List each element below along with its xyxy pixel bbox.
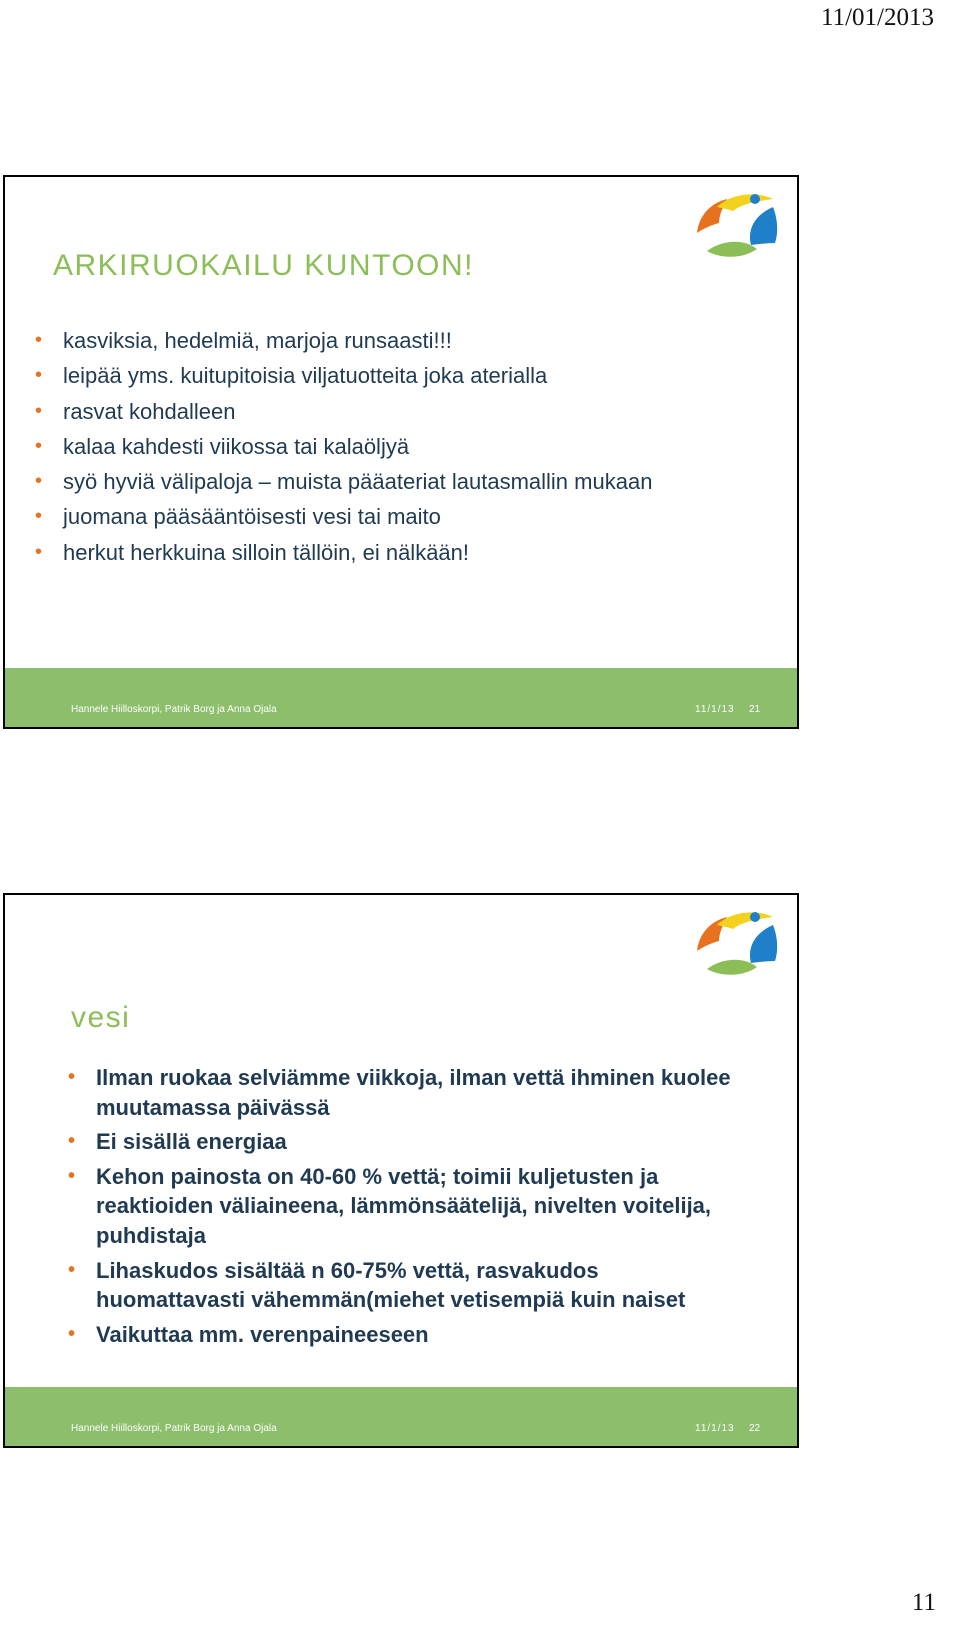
slide-footer [5, 668, 797, 727]
footer-date: 11/1/13 [695, 704, 735, 715]
page-number: 11 [911, 1589, 936, 1616]
bullet-item: • syö hyviä välipaloja – muista pääateriat lautasmallin mukaan [35, 464, 775, 499]
slide-title: ARKIRUOKAILU KUNTOON! [53, 249, 475, 282]
slide-21 [3, 175, 799, 729]
footer-authors: Hannele Hiilloskorpi, Patrik Borg ja Anna Ojala [71, 704, 277, 715]
footer-authors: Hannele Hiilloskorpi, Patrik Borg ja Anna Ojala [71, 1423, 277, 1434]
bullet-item: • herkut herkkuina silloin tällöin, ei nälkään! [35, 535, 775, 570]
bullet-list [68, 1063, 748, 1354]
footer-date: 11/1/13 [695, 1423, 735, 1434]
bullet-item: • rasvat kohdalleen [35, 394, 775, 429]
bullet-item: • kasviksia, hedelmiä, marjoja runsaasti!!! [35, 323, 775, 358]
slide-22 [3, 893, 799, 1448]
bullet-item: • kalaa kahdesti viikossa tai kalaöljyä [35, 429, 775, 464]
bullet-list [35, 323, 775, 570]
bullet-item: • juomana pääsääntöisesti vesi tai maito [35, 499, 775, 534]
bullet-item: • Kehon painosta on 40-60 % vettä; toimii kuljetusten ja reaktioiden väliaineena, lämmönsäätelijä, nivelten voitelija, puhdistaja [68, 1162, 748, 1251]
bullet-item: • leipää yms. kuitupitoisia viljatuotteita joka aterialla [35, 358, 775, 393]
bullet-item: • Ilman ruokaa selviämme viikkoja, ilman vettä ihminen kuolee muutamassa päivässä [68, 1063, 748, 1122]
bullet-item: • Lihaskudos sisältää n 60-75% vettä, rasvakudos huomattavasti vähemmän(miehet vetisempiä kuin naiset [68, 1256, 748, 1315]
bullet-item: • Vaikuttaa mm. verenpaineeseen [68, 1320, 748, 1350]
runner-logo-icon [693, 189, 785, 259]
page-date: 11/01/2013 [821, 4, 934, 31]
runner-logo-icon [693, 907, 785, 977]
slide-title: vesi [71, 1001, 131, 1034]
footer-slide-number: 21 [749, 704, 761, 715]
bullet-item: • Ei sisällä energiaa [68, 1127, 748, 1157]
footer-slide-number: 22 [749, 1423, 761, 1434]
slide-footer [5, 1387, 797, 1446]
